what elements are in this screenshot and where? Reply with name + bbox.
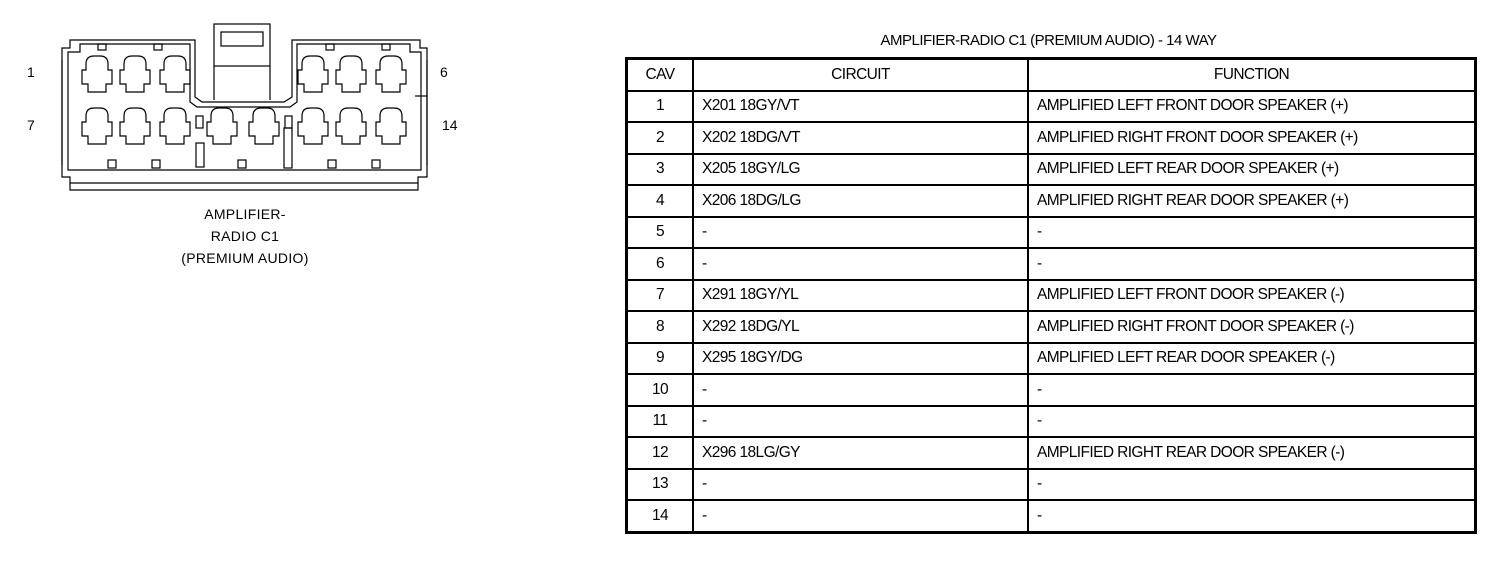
cell-function: AMPLIFIED RIGHT REAR DOOR SPEAKER (+) <box>1028 185 1476 217</box>
cavity-9 <box>160 108 190 144</box>
cell-cav: 10 <box>627 374 694 406</box>
header-function: FUNCTION <box>1028 59 1476 91</box>
cell-circuit: X296 18LG/GY <box>693 437 1028 469</box>
cell-function: AMPLIFIED LEFT REAR DOOR SPEAKER (+) <box>1028 154 1476 186</box>
cell-cav: 9 <box>627 343 694 375</box>
cell-circuit: X292 18DG/YL <box>693 311 1028 343</box>
cell-cav: 14 <box>627 500 694 532</box>
cell-function: - <box>1028 500 1476 532</box>
cell-circuit: X202 18DG/VT <box>693 122 1028 154</box>
table-row <box>627 185 1476 217</box>
caption-line: AMPLIFIER- <box>204 206 286 222</box>
caption-line: RADIO C1 <box>210 228 280 244</box>
cell-cav: 13 <box>627 469 694 501</box>
cell-cav: 4 <box>627 185 694 217</box>
table-row <box>627 406 1476 438</box>
table-row <box>627 91 1476 123</box>
pin-label-bottom-left: 7 <box>27 117 35 133</box>
cell-function: - <box>1028 248 1476 280</box>
table-row <box>627 311 1476 343</box>
table-row <box>627 248 1476 280</box>
cell-function: AMPLIFIED LEFT FRONT DOOR SPEAKER (+) <box>1028 91 1476 123</box>
cell-function: AMPLIFIED RIGHT FRONT DOOR SPEAKER (-) <box>1028 311 1476 343</box>
cell-function: AMPLIFIED LEFT FRONT DOOR SPEAKER (-) <box>1028 280 1476 312</box>
cell-circuit: - <box>693 406 1028 438</box>
connector-key-right <box>284 128 292 168</box>
header-cav: CAV <box>627 59 694 91</box>
cell-circuit: - <box>693 248 1028 280</box>
table-header-row <box>627 59 1476 91</box>
table-row <box>627 217 1476 249</box>
cavity-11 <box>249 108 279 144</box>
cell-cav: 12 <box>627 437 694 469</box>
connector-lock-slot <box>221 32 263 46</box>
connector-lock-tab <box>214 24 270 66</box>
connector-face-diagram <box>0 0 600 200</box>
cell-function: AMPLIFIED RIGHT FRONT DOOR SPEAKER (+) <box>1028 122 1476 154</box>
table-row <box>627 437 1476 469</box>
cell-circuit: - <box>693 217 1028 249</box>
connector-housing-inner <box>68 44 421 170</box>
cell-cav: 3 <box>627 154 694 186</box>
cell-function: AMPLIFIED RIGHT REAR DOOR SPEAKER (-) <box>1028 437 1476 469</box>
header-circuit: CIRCUIT <box>693 59 1028 91</box>
cell-cav: 2 <box>627 122 694 154</box>
cell-function: - <box>1028 406 1476 438</box>
cell-function: - <box>1028 217 1476 249</box>
cavity-3 <box>160 56 190 92</box>
cell-cav: 6 <box>627 248 694 280</box>
cavity-10 <box>207 108 237 144</box>
cavity-4 <box>298 56 328 92</box>
cell-function: - <box>1028 374 1476 406</box>
table-row <box>627 122 1476 154</box>
pin-label-top-right: 6 <box>440 64 448 80</box>
cell-circuit: - <box>693 469 1028 501</box>
table-row <box>627 343 1476 375</box>
pin-label-bottom-right: 14 <box>442 117 458 133</box>
cell-cav: 5 <box>627 217 694 249</box>
cell-circuit: - <box>693 374 1028 406</box>
cell-cav: 11 <box>627 406 694 438</box>
cell-circuit: X205 18GY/LG <box>693 154 1028 186</box>
table-row <box>627 154 1476 186</box>
cavity-7 <box>82 108 112 144</box>
cavity-5 <box>336 56 366 92</box>
cavity-1 <box>82 56 112 92</box>
table-row <box>627 469 1476 501</box>
pinout-table <box>625 57 1477 534</box>
cavity-6 <box>376 56 406 92</box>
cell-circuit: X206 18DG/LG <box>693 185 1028 217</box>
cell-cav: 8 <box>627 311 694 343</box>
cell-function: - <box>1028 469 1476 501</box>
cell-circuit: - <box>693 500 1028 532</box>
cavity-12 <box>298 108 328 144</box>
cell-circuit: X201 18GY/VT <box>693 91 1028 123</box>
connector-caption <box>120 203 370 269</box>
cavity-14 <box>376 108 406 144</box>
cell-cav: 1 <box>627 91 694 123</box>
cavity-13 <box>336 108 366 144</box>
table-row <box>627 500 1476 532</box>
cell-circuit: X291 18GY/YL <box>693 280 1028 312</box>
cavity-2 <box>120 56 150 92</box>
connector-key-left <box>196 143 204 167</box>
table-row <box>627 280 1476 312</box>
cavity-8 <box>120 108 150 144</box>
cell-cav: 7 <box>627 280 694 312</box>
cell-function: AMPLIFIED LEFT REAR DOOR SPEAKER (-) <box>1028 343 1476 375</box>
table-row <box>627 374 1476 406</box>
table-title: AMPLIFIER-RADIO C1 (PREMIUM AUDIO) - 14 WAY <box>880 32 1217 49</box>
cell-circuit: X295 18GY/DG <box>693 343 1028 375</box>
caption-line: (PREMIUM AUDIO) <box>181 250 309 266</box>
pin-label-top-left: 1 <box>27 64 35 80</box>
